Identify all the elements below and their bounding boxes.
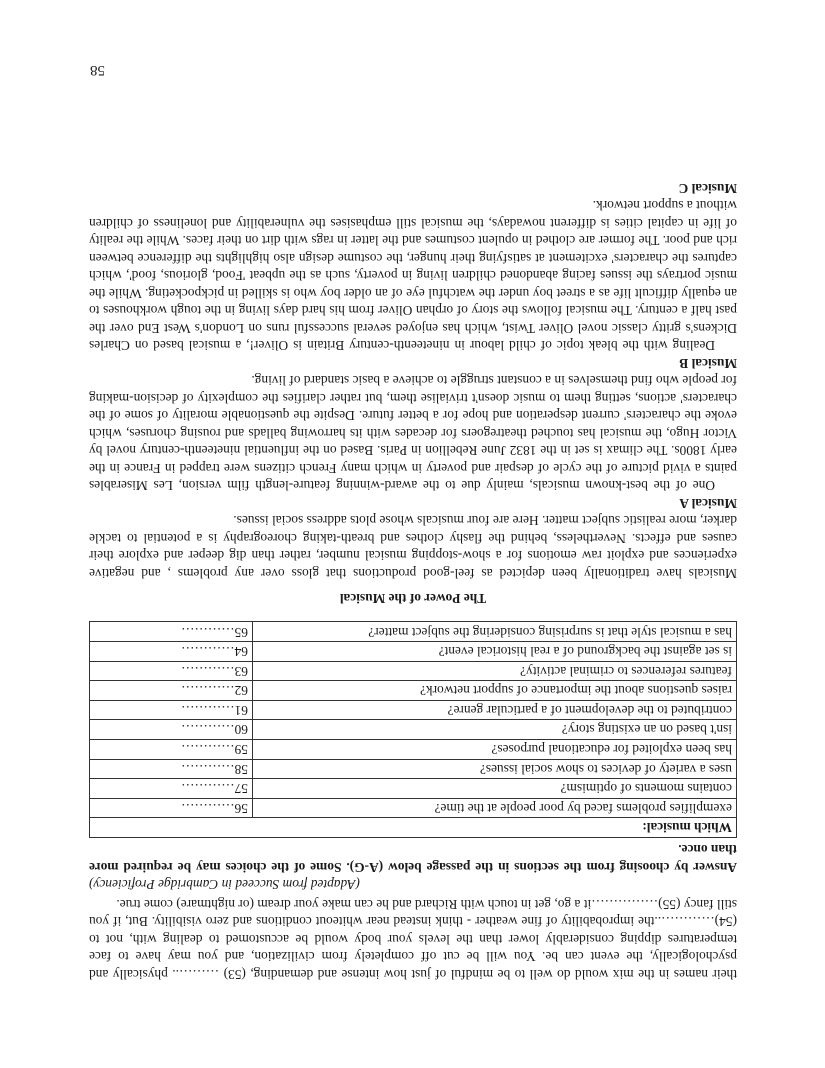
question-text: has a musical style that is surprising considering the subject matter?	[253, 622, 737, 642]
answer-blank[interactable]: 65…………	[90, 622, 253, 642]
section-heading-a: Musical A	[679, 495, 737, 511]
question-table	[89, 621, 737, 838]
page-number: 58	[90, 62, 105, 78]
table-row	[90, 740, 737, 760]
section-text-b: Dealing with the bleak topic of child labour in nineteenth-century Britain is Oliver!, a musical based on Charles Dickens's gritty classic novel Oliver Twist, which has enjoyed several successful runs on London's West End over the past half a century. The musical follows the story of orphan Oliver from his hard days living in the tough workhouses to an equally difficult life as a street boy under the watchful eye of an older boy who is skilled in pickpocketing. While the music portrays the issues facing abandoned children living in poverty, such as the upbeat 'Food, glorious, food', which captures the characters' excitement at satisfying their hunger, the costume design also highlights the difference between rich and poor. The former are clothed in opulent costumes and the latter in rags with dirt on their faces. While the reality of life in capital cities is different nowadays, the musical still emphasises the vulnerability and loneliness of children without a support network.	[89, 198, 737, 354]
question-text: contributed to the development of a particular genre?	[253, 700, 737, 720]
question-text: features references to criminal activity?	[253, 661, 737, 681]
question-text: raises questions about the importance of support network?	[253, 681, 737, 701]
task-instructions: Answer by choosing from the sections in the passage below (A-G). Some of the choices may be required more than once.	[89, 842, 737, 875]
section-heading-c: Musical C	[678, 180, 737, 196]
answer-blank[interactable]: 64…………	[90, 642, 253, 662]
page-content	[89, 179, 737, 983]
table-row	[90, 642, 737, 662]
question-text: exemplifies problems faced by poor people at the time?	[253, 798, 737, 818]
intro-paragraph: their names in the mix would do well to be mindful of just how intense and demanding, (53) ……….. physically and psychologically, the event can be. You will be cut off completely from civilization, and you may have to face temperatures dipping considerably lower than the levels your body would be accustomed to dealing with, not to (54)…………..the improbability of fine weather - think instead near whiteout conditions and zero visibility. But, if you still fancy (55)……………it a go, get in touch with Richard and he can make your dream (or nightmare) come true.	[89, 897, 737, 982]
answer-blank[interactable]: 59…………	[90, 740, 253, 760]
question-table-header	[90, 818, 737, 838]
answer-blank[interactable]: 62…………	[90, 681, 253, 701]
source-citation: (Adapted from Succeed in Cambridge Proficiency)	[89, 877, 360, 893]
answer-blank[interactable]: 60…………	[90, 720, 253, 740]
question-text: is set against the background of a real historical event?	[253, 642, 737, 662]
table-row	[90, 681, 737, 701]
table-row	[90, 622, 737, 642]
answer-blank[interactable]: 61…………	[90, 700, 253, 720]
table-row	[90, 779, 737, 799]
answer-blank[interactable]: 56…………	[90, 798, 253, 818]
table-row	[90, 720, 737, 740]
section-heading-b: Musical B	[679, 355, 737, 371]
question-text: uses a variety of devices to show social issues?	[253, 759, 737, 779]
table-header-cell: Which musical:	[90, 818, 737, 838]
section-text-a: One of the best-known musicals, mainly due to the award-winning feature-length film version, Les Miserables paints a vivid picture of the cycle of despair and poverty in which many French citizens were trapped in France in the early 1800s. The climax is set in the 1832 June Rebellion in Paris. Based on the influential nineteenth-century novel by Victor Hugo, the musical has touched theatregoers for decades with its harrowing ballads and rousing choruses, which evoke the characters' current desperation and hope for a better future. Despite the questionable morality of some of the characters' actions, setting them to music doesn't trivialise them, but rather clarifies the complexity of decision-making for people who find themselves in a constant struggle to achieve a basic standard of living.	[89, 373, 737, 494]
question-text: isn't based on an existing story?	[253, 720, 737, 740]
article-intro: Musicals have traditionally been depicted as feel-good productions that gloss over any problems , and negative experiences and exploit raw emotions for a show-stopping musical number, rather than dig deeper and explore their causes and effects. Nevertheless, behind the flashy clothes and breath-taking choreography is a potential to tackle darker, more realistic subject matter. Here are four musicals whose plots address social issues.	[89, 513, 737, 581]
answer-blank[interactable]: 58…………	[90, 759, 253, 779]
question-text: has been exploited for educational purposes?	[253, 740, 737, 760]
question-text: contains moments of optimism?	[253, 779, 737, 799]
table-row	[90, 759, 737, 779]
table-row	[90, 700, 737, 720]
table-row	[90, 661, 737, 681]
table-row	[90, 798, 737, 818]
answer-blank[interactable]: 57…………	[90, 779, 253, 799]
answer-blank[interactable]: 63…………	[90, 661, 253, 681]
article-title: The Power of the Musical	[339, 591, 487, 607]
